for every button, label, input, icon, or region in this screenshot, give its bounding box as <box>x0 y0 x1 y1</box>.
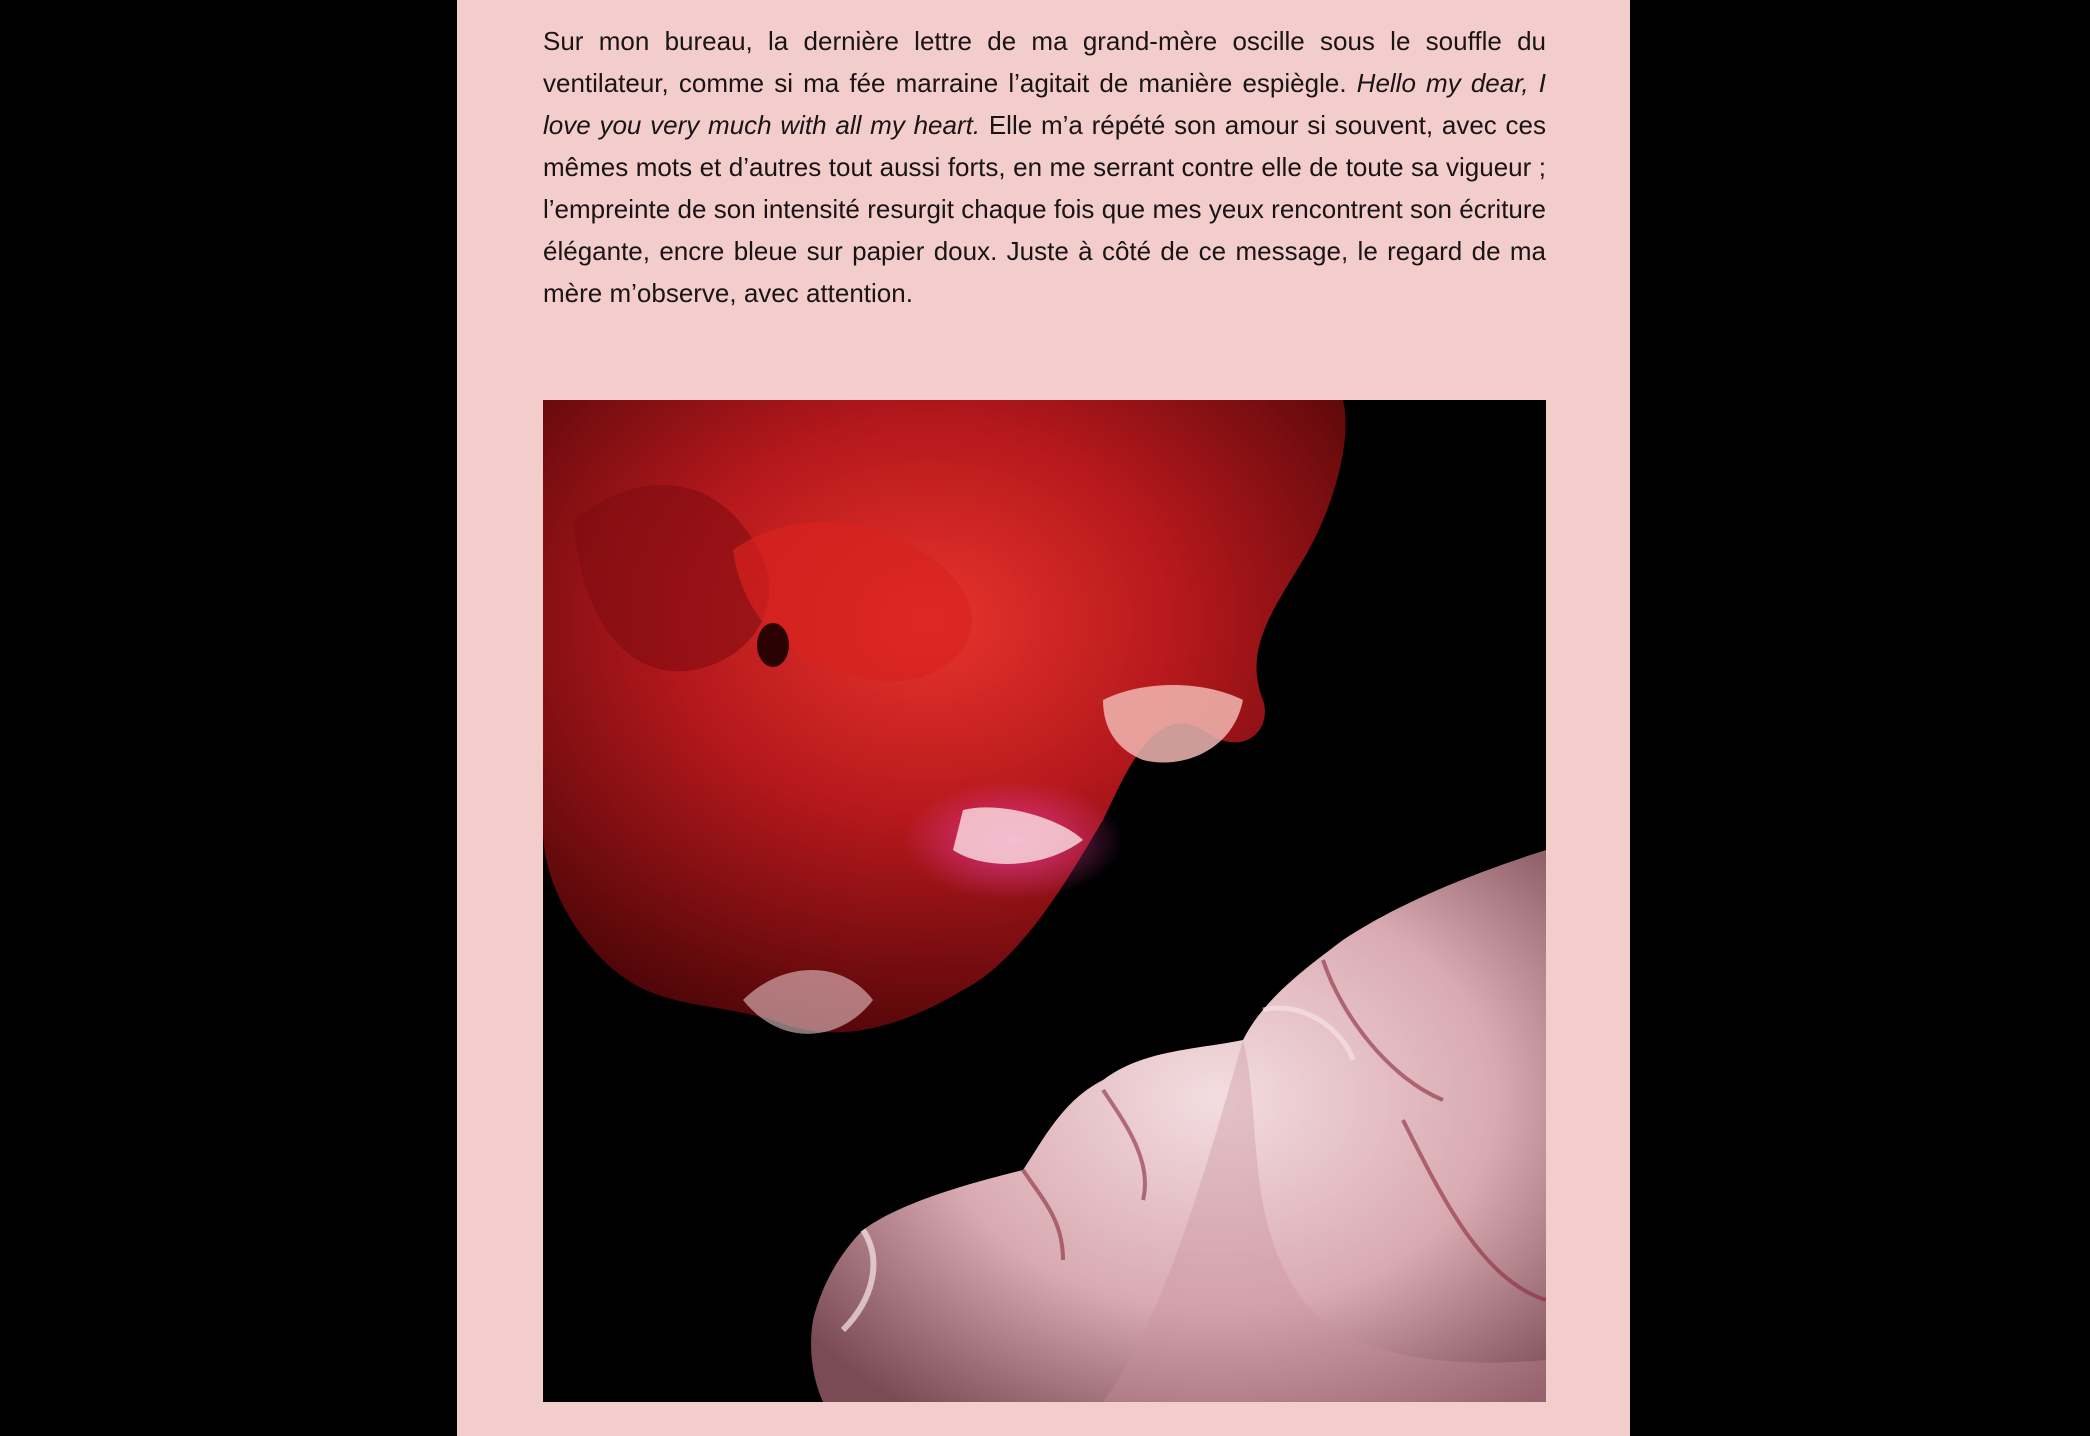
paragraph-text-end: Elle m’a répété son amour si souvent, avec ces mêmes mots et d’autres tout aussi forts, en me serrant contre elle de toute sa vigueur ; l’empreinte de son intensité resurgit chaque fois que mes yeux rencontrent son écriture élégante, encre bleue sur papier doux. Juste à côté de ce message, le regard de ma mère m’observe, avec attention. <box>543 110 1546 308</box>
artwork-image <box>543 400 1546 1402</box>
article-paragraph <box>543 20 1546 314</box>
kissing-faces-illustration <box>543 400 1546 1402</box>
article-column <box>457 0 1630 1436</box>
paragraph-quote: Hello my dear, I love you very much with all my heart. <box>543 68 1546 140</box>
paragraph-text-start: Sur mon bureau, la dernière lettre de ma grand-mère oscille sous le souffle du ventilateur, comme si ma fée marraine l’agitait de manière espiègle. <box>543 26 1546 98</box>
